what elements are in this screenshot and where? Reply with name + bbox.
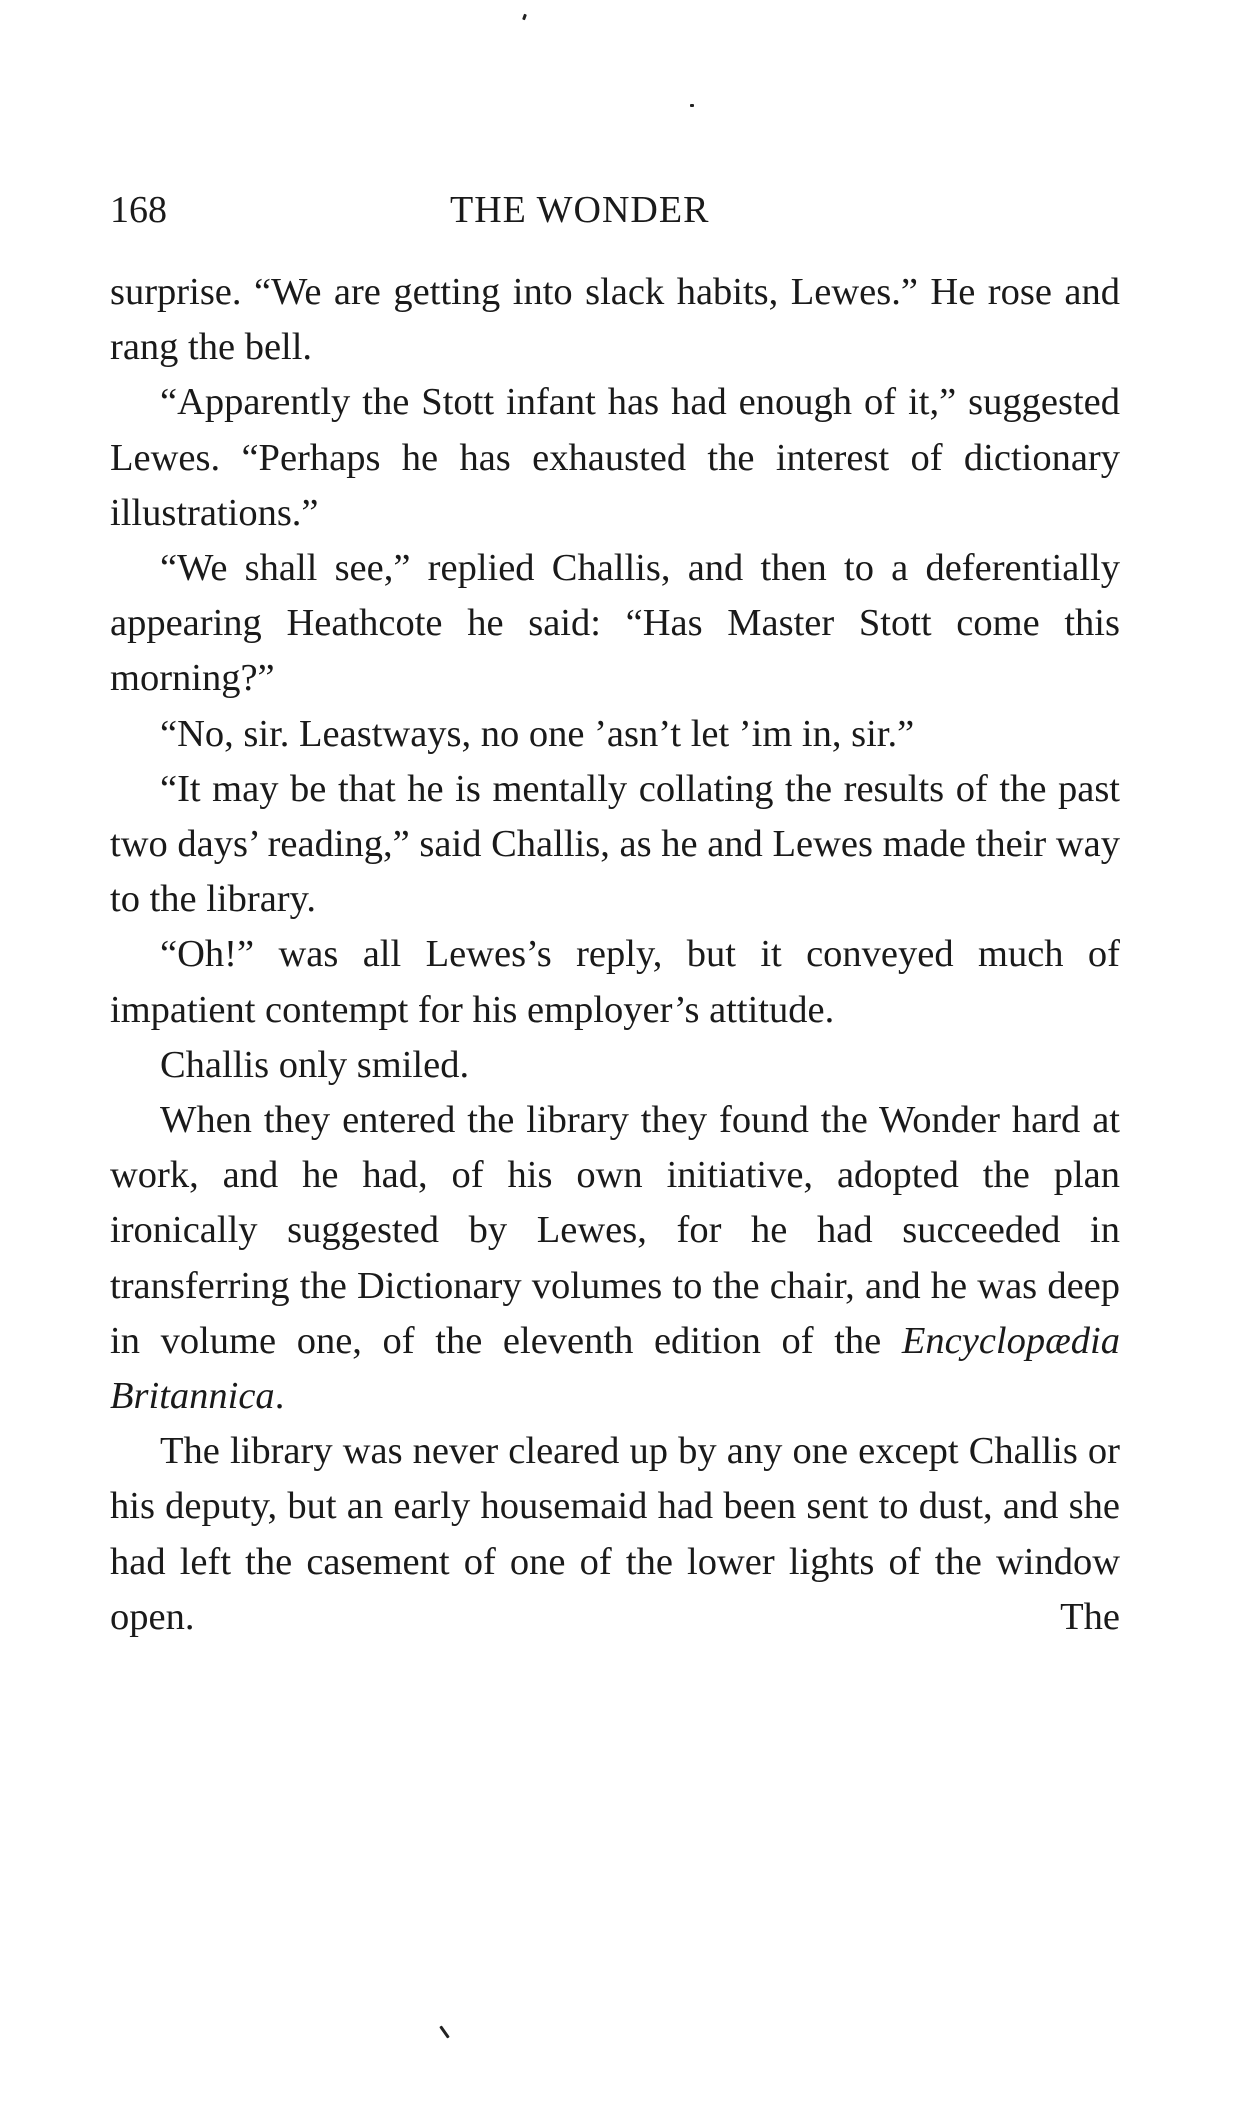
paragraph-text-before: When they entered the library they found the Wonder hard at work, and he had, of his own initiative, adopted the plan ironically suggested by Lewes, for he had succeeded in transferring the Dictionary volumes to the chair, and he was deep in volume one, of the eleventh edition of the [110,1099,1120,1362]
paragraph: Challis only smiled. [160,1043,470,1086]
paragraph: “It may be that he is mentally collating the results of the past two days’ reading,” said Challis, as he and Lewes made their way to the library. [110,767,1120,921]
paragraph: “We shall see,” replied Challis, and then to a deferentially appearing Heathcote he said: “Has Master Stott come this morning?” [110,547,1120,700]
body-text [110,265,1120,1645]
paragraph: “Apparently the Stott infant has had enough of it,” suggested Lewes. “Perhaps he has exhausted the interest of dictionary illustrations.” [110,381,1120,534]
paragraph: “No, sir. Leastways, no one ’asn’t let ’im in, sir.” [160,712,915,755]
page-header [110,185,1120,235]
paragraph: surprise. “We are getting into slack habits, Lewes.” He rose and rang the bell. [110,271,1120,369]
paragraph-text-after: . [274,1375,285,1418]
ink-speck-top [522,14,527,21]
book-title-italic: Encyclopædia Britannica [110,1319,1120,1418]
ink-speck-bottom [439,2025,449,2038]
ink-speck-upper [690,104,694,107]
running-head: THE WONDER [450,189,710,231]
paragraph: “Oh!” was all Lewes’s reply, but it conveyed much of impatient contempt for his employer’s attitude. [110,933,1120,1031]
paragraph-final: The library was never cleared up by any one except Challis or his deputy, but an early housemaid had been sent to dust, and she had left the casement of one of the lower lights of the window open. The [110,1430,1120,1638]
paragraph-encyclopaedia [110,1093,1120,1424]
page-number: 168 [110,189,167,231]
